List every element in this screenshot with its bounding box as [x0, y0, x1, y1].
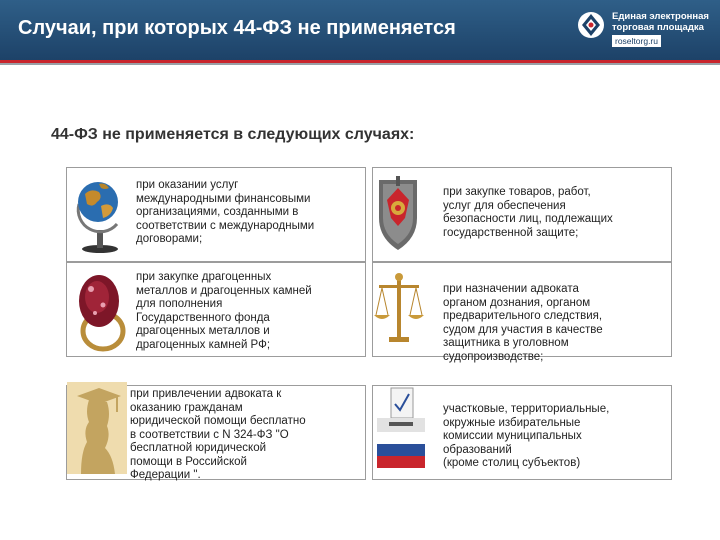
case-card-election-commissions	[372, 385, 672, 480]
logo-mark-icon	[576, 10, 606, 40]
case-card-free-legal-aid	[66, 385, 366, 480]
case-card-state-protection	[372, 167, 672, 262]
logo-url[interactable]: roseltorg.ru	[612, 35, 661, 47]
logo-line-2: торговая площадка	[612, 22, 704, 33]
case-text-international-finance: при оказании услуг международными финансовыми организациями, созданными в соответствии с международными договорами;	[136, 179, 315, 245]
logo-line-1: Единая электронная	[612, 11, 709, 22]
case-card-international-finance	[66, 167, 366, 262]
case-card-defense-attorney	[372, 262, 672, 363]
graduate-silhouette-icon	[67, 382, 127, 474]
case-text-election-commissions: участковые, территориальные, окружные избирательные комиссии муниципальных образований (кроме столиц субъектов)	[443, 403, 610, 469]
section-subtitle: 44-ФЗ не применяется в следующих случаях:	[51, 126, 415, 143]
case-card-precious-metals	[66, 262, 366, 357]
ballot-box-icon	[373, 386, 429, 472]
jewel-ring-icon	[73, 271, 129, 355]
case-text-defense-attorney: при назначении адвоката органом дознания, органом предварительного следствия, судом для участия в качестве защитника в уголовном судопроизводстве;	[443, 283, 603, 363]
case-text-precious-metals: при закупке драгоценных металлов и драгоценных камней для пополнения Государственного фонда драгоценных металлов и драгоценных камней РФ;	[136, 271, 312, 351]
fsb-emblem-icon	[375, 174, 421, 252]
header-grey-divider	[0, 63, 720, 65]
case-text-state-protection: при закупке товаров, работ, услуг для обеспечения безопасности лиц, подлежащих государственной защите;	[443, 186, 613, 239]
header-bar	[0, 0, 720, 60]
globe-icon	[73, 172, 127, 254]
page-title: Случаи, при которых 44-ФЗ не применяется	[18, 17, 456, 39]
scales-icon	[373, 271, 425, 351]
roseltorg-logo[interactable]	[576, 8, 716, 54]
case-text-free-legal-aid: при привлечении адвоката к оказанию гражданам юридической помощи бесплатно в соответствии с N 324-ФЗ "О бесплатной юридической помощи в Российской Федерации ".	[130, 388, 306, 481]
